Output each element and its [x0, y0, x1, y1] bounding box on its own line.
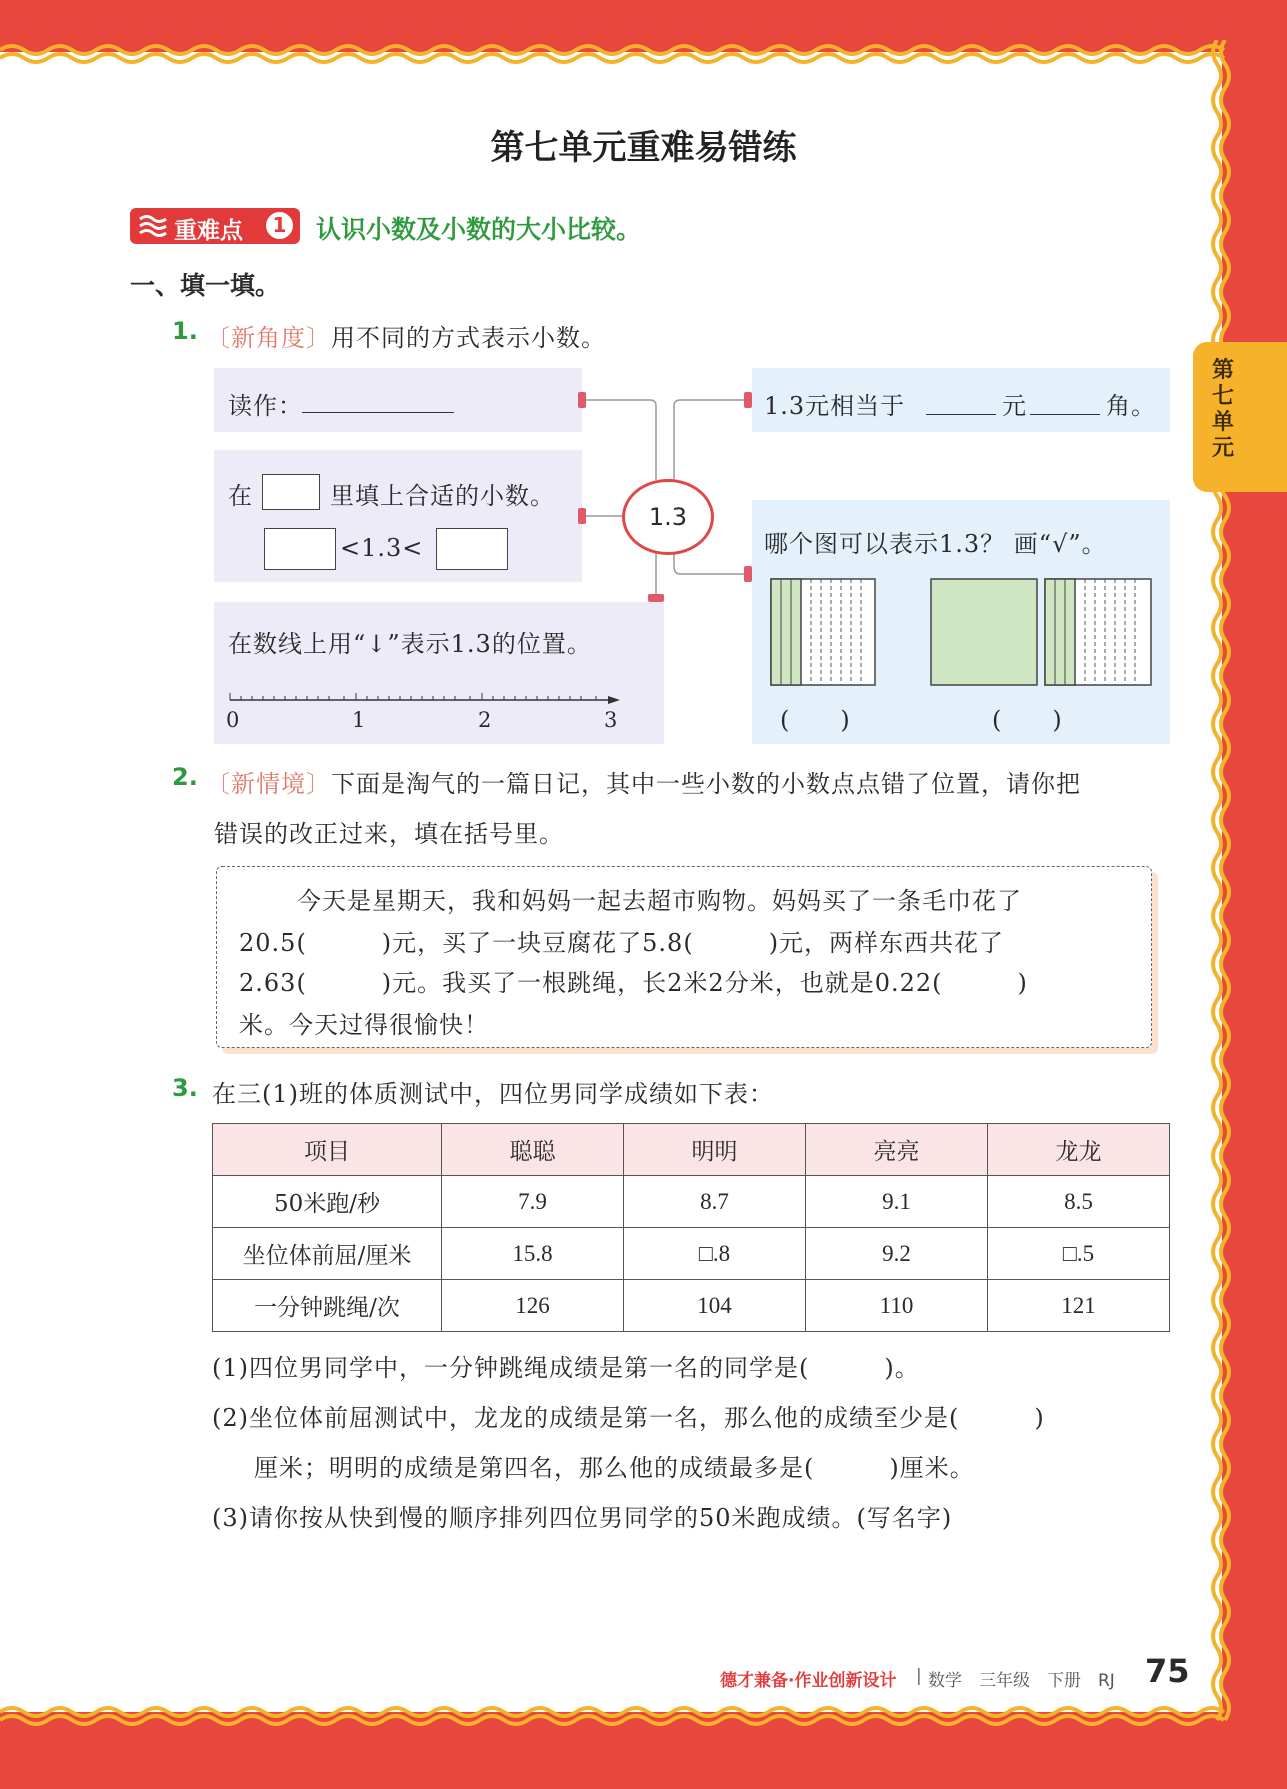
fill-box — [214, 450, 582, 582]
figure-a-answer[interactable]: ( ) — [780, 706, 851, 734]
table-cell: 15.8 — [442, 1228, 624, 1280]
page-number: 75 — [1145, 1652, 1190, 1690]
table-cell: 121 — [988, 1280, 1170, 1332]
q1-number: 1. — [172, 317, 198, 345]
compare-middle: <1.3< — [340, 534, 424, 562]
key-point-label: 重难点 — [174, 218, 243, 244]
diary-box — [216, 866, 1152, 1048]
unit-side-tab-label: 第七单元 — [1211, 358, 1234, 461]
figure-b-diagram — [930, 578, 1160, 688]
table-cell: 104 — [624, 1280, 806, 1332]
read-box — [214, 368, 582, 432]
wavy-border-top — [0, 40, 1234, 72]
q2-text-line2: 错误的改正过来，填在括号里。 — [214, 820, 564, 848]
tick-label-2: 2 — [478, 708, 493, 732]
row-label: 50米跑/秒 — [213, 1176, 442, 1228]
table-cell: 8.5 — [988, 1176, 1170, 1228]
footer-info: 数学 三年级 下册 RJ — [928, 1671, 1115, 1691]
numberline-text: 在数线上用“↓”表示1.3的位置。 — [228, 630, 592, 658]
money-box — [752, 368, 1170, 432]
table-cell: 8.7 — [624, 1176, 806, 1228]
q3-sub2-line1[interactable]: (2)坐位体前屈测试中，龙龙的成绩是第一名，那么他的成绩至少是( ) — [212, 1404, 1045, 1432]
money-text-c: 角。 — [1106, 392, 1156, 420]
section-heading: 一、填一填。 — [130, 271, 281, 300]
q3-number: 3. — [172, 1074, 198, 1102]
figure-b-answer[interactable]: ( ) — [992, 706, 1063, 734]
wavy-border-bottom — [0, 1700, 1234, 1732]
read-label: 读作： — [228, 392, 303, 420]
table-cell: 9.1 — [806, 1176, 988, 1228]
q2-number: 2. — [172, 763, 198, 791]
tick-label-3: 3 — [604, 708, 619, 732]
header-cell: 明明 — [624, 1124, 806, 1176]
diary-line-4: 米。今天过得很愉快！ — [239, 1011, 489, 1039]
jiao-blank[interactable] — [1030, 414, 1100, 415]
fill-example-square — [262, 474, 320, 510]
key-point-badge — [130, 208, 300, 244]
table-cell[interactable]: □.8 — [624, 1228, 806, 1280]
table-cell[interactable]: □.5 — [988, 1228, 1170, 1280]
row-label: 一分钟跳绳/次 — [213, 1280, 442, 1332]
table-row — [213, 1176, 1170, 1228]
compare-left-box[interactable] — [264, 528, 336, 570]
footer-divider: | — [916, 1666, 922, 1686]
header-cell: 项目 — [213, 1124, 442, 1176]
header-cell: 龙龙 — [988, 1124, 1170, 1176]
read-answer-blank[interactable] — [302, 412, 454, 413]
row-label: 坐位体前屈/厘米 — [213, 1228, 442, 1280]
tick-label-0: 0 — [226, 708, 241, 732]
diary-line-2[interactable]: 20.5( )元，买了一块豆腐花了5.8( )元，两样东西共花了 — [239, 929, 1005, 957]
fill-text-a: 在 — [228, 482, 253, 510]
q3-text: 在三(1)班的体质测试中，四位男同学成绩如下表： — [212, 1080, 774, 1108]
table-row — [213, 1228, 1170, 1280]
header-cell: 聪聪 — [442, 1124, 624, 1176]
diary-line-1: 今天是星期天，我和妈妈一起去超市购物。妈妈买了一条毛巾花了 — [297, 887, 1022, 915]
q3-sub2-line2[interactable]: 厘米；明明的成绩是第四名，那么他的成绩最多是( )厘米。 — [254, 1454, 975, 1482]
number-line[interactable] — [228, 690, 628, 710]
tick-label-1: 1 — [352, 708, 367, 732]
figure-a-diagram — [770, 578, 880, 688]
table-row — [213, 1280, 1170, 1332]
diary-line-3[interactable]: 2.63( )元。我买了一根跳绳，长2米2分米，也就是0.22( ) — [239, 969, 1028, 997]
center-decimal: 1.3 — [622, 479, 714, 555]
q3-sub3: (3)请你按从快到慢的顺序排列四位男同学的50米跑成绩。(写名字) — [212, 1504, 953, 1532]
table-header-row — [213, 1124, 1170, 1176]
table-cell: 110 — [806, 1280, 988, 1332]
q3-sub1[interactable]: (1)四位男同学中，一分钟跳绳成绩是第一名的同学是( )。 — [212, 1354, 920, 1382]
q1-tag: 〔新角度〕 — [206, 324, 331, 352]
key-point-title: 认识小数及小数的大小比较。 — [316, 215, 642, 244]
figure-text: 哪个图可以表示1.3？ 画“√”。 — [764, 530, 1107, 558]
fill-text-b: 里填上合适的小数。 — [330, 482, 555, 510]
q2-tag: 〔新情境〕 — [206, 770, 331, 798]
q2-prompt-line1 — [206, 764, 1081, 799]
compare-right-box[interactable] — [436, 528, 508, 570]
q1-text: 用不同的方式表示小数。 — [331, 324, 606, 352]
money-text-b: 元 — [1002, 392, 1027, 420]
q2-text-line1: 下面是淘气的一篇日记，其中一些小数的小数点点错了位置，请你把 — [331, 770, 1081, 798]
table-cell: 7.9 — [442, 1176, 624, 1228]
wave-lines-icon — [138, 214, 168, 238]
wavy-border-right — [1205, 40, 1237, 1730]
table-cell: 9.2 — [806, 1228, 988, 1280]
page-title: 第七单元重难易错练 — [490, 128, 797, 168]
money-text-a: 1.3元相当于 — [764, 392, 906, 420]
numberline-box — [214, 602, 664, 744]
yuan-blank[interactable] — [926, 414, 996, 415]
key-point-number: 1 — [266, 212, 293, 239]
footer-brand: 德才兼备·作业创新设计 — [720, 1671, 897, 1691]
score-table — [212, 1123, 1170, 1332]
header-cell: 亮亮 — [806, 1124, 988, 1176]
figure-box — [752, 500, 1170, 744]
table-cell: 126 — [442, 1280, 624, 1332]
q1-prompt — [206, 318, 606, 353]
